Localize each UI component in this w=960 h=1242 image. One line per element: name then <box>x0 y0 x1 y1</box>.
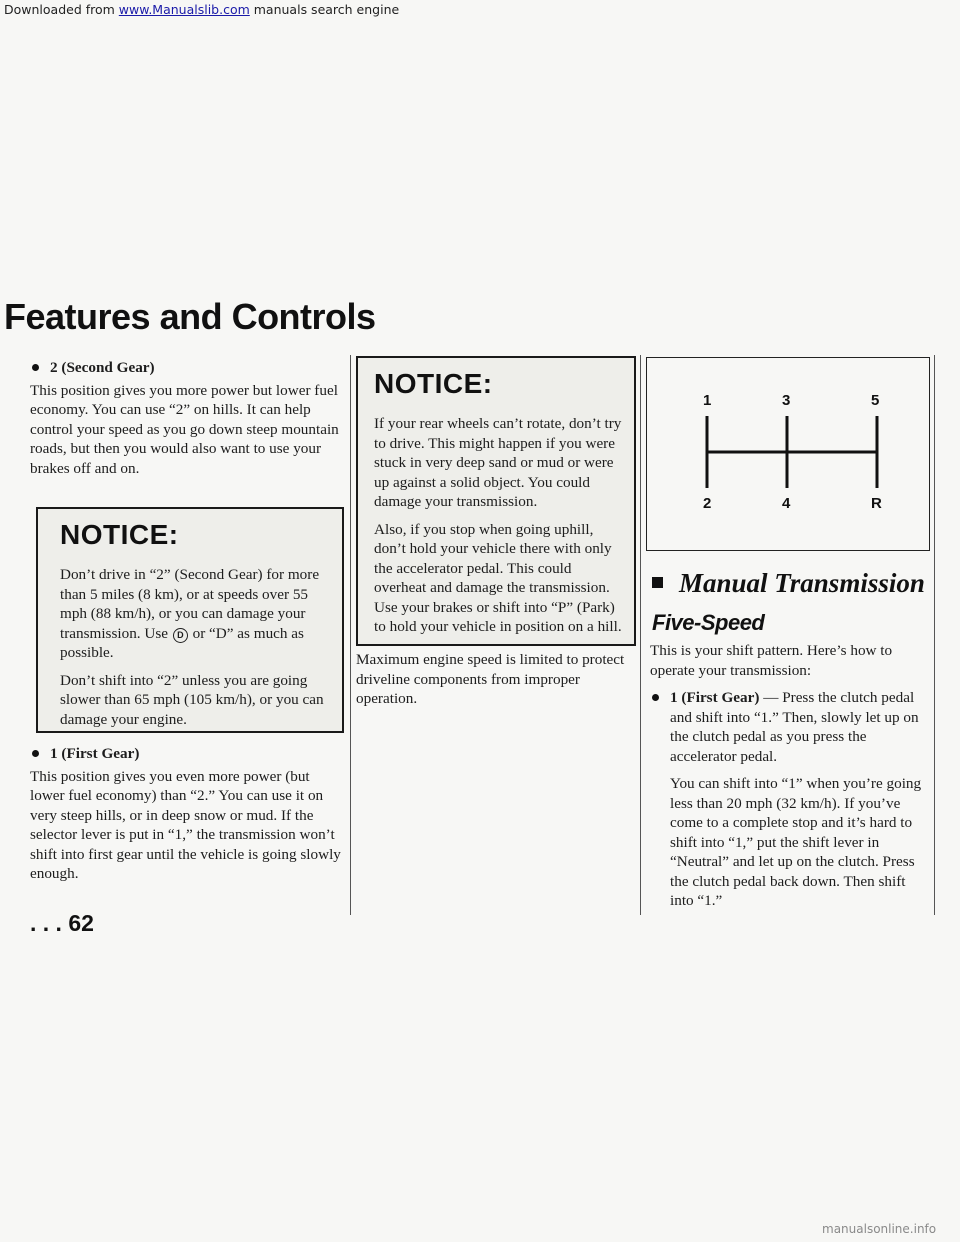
first-gear-text: — Press the clutch pedal and shift into “1.” Then, slowly let up on the clutch pedal as you press the accelerator pedal. <box>670 689 919 765</box>
gear-label-4: 4 <box>782 495 791 512</box>
header-suffix: manuals search engine <box>249 2 400 17</box>
gear-label-1: 1 <box>703 392 712 409</box>
second-gear-heading: 2 (Second Gear) <box>30 358 348 378</box>
first-gear-heading: 1 (First Gear) <box>30 744 348 764</box>
notice-title: NOTICE: <box>60 519 179 550</box>
footer-watermark: manualsonline.info <box>822 1222 937 1236</box>
gear-label-5: 5 <box>871 392 880 409</box>
second-gear-text: This position gives you more power but lower fuel economy. You can use “2” on hills. It can help control your speed as you go down steep mountain roads, but then you would also want to use your brakes off and on. <box>30 381 339 477</box>
notice-text-2: Don’t shift into “2” unless you are going slower than 65 mph (105 km/h), or you can damage your engine. <box>60 671 324 728</box>
drive-d-icon: D <box>173 628 188 643</box>
first-gear-text-2: You can shift into “1” when you’re going less than 20 mph (32 km/h). If you’ve come to a complete stop and it’s hard to shift into “1,” put the shift lever in “Neutral” and let up on the clutch. Press the clutch pedal back down. Then shift into “1.” <box>670 775 922 909</box>
page-title: Features and Controls <box>4 296 376 337</box>
page-number: . . . 62 <box>30 910 94 936</box>
gear-label-3: 3 <box>782 392 791 409</box>
first-gear-item <box>650 688 930 766</box>
left-column-lower <box>30 744 348 884</box>
download-header <box>0 0 960 20</box>
column-divider-3 <box>934 355 935 915</box>
square-bullet-icon <box>652 577 663 588</box>
notice-text-1-use: Use <box>144 624 169 642</box>
header-prefix: Downloaded from <box>4 2 119 17</box>
notice-text-2: Also, if you stop when going uphill, don’t hold your vehicle there with only the accelerator pedal. This could overheat and damage the transmission. Use your brakes or shift into “P” (Park) to hold your vehicle in position on a hill. <box>374 520 622 635</box>
manualslib-link[interactable]: www.Manualslib.com <box>118 2 250 17</box>
notice-box-left <box>36 507 344 733</box>
notice-title: NOTICE: <box>374 368 493 399</box>
gear-label-r: R <box>871 495 882 512</box>
gear-label-2: 2 <box>703 495 712 512</box>
shift-gate-lines <box>647 358 931 552</box>
first-gear-heading: 1 (First Gear) <box>670 689 760 706</box>
notice-text-1-body: Don’t drive in “2” (Second Gear) for more than 5 miles (8 km), or at speeds over 55 mph (88 km/h), or you can damage your transmission. <box>60 566 320 642</box>
right-column-text <box>650 641 930 911</box>
left-column <box>30 358 348 478</box>
notice-text-1-end: or “D” as much as possible. <box>60 624 304 661</box>
first-gear-text: This position gives you even more power (but lower fuel economy) than “2.” You can use it on very steep hills, or in deep snow or mud. If the selector lever is put in “1,” the transmission won’t shift into first gear until the vehicle is going slowly enough. <box>30 767 341 882</box>
section-title-text: Manual Transmission <box>679 568 925 598</box>
shift-pattern-diagram <box>646 357 930 551</box>
column-divider-2 <box>640 355 641 915</box>
notice-text-1: If your rear wheels can’t rotate, don’t try to drive. This might happen if you were stuck in very deep sand or mud or were up against a solid object. You could damage your transmission. <box>374 415 622 510</box>
shift-intro-text: This is your shift pattern. Here’s how to operate your transmission: <box>650 642 893 679</box>
section-subtitle: Five-Speed <box>652 610 765 635</box>
max-speed-text: Maximum engine speed is limited to protect driveline components from improper operation. <box>356 651 625 707</box>
notice-box-middle <box>356 356 636 646</box>
notice-text-1 <box>60 565 326 663</box>
section-title <box>652 568 925 599</box>
column-divider-1 <box>350 355 351 915</box>
middle-column-text <box>356 650 636 709</box>
